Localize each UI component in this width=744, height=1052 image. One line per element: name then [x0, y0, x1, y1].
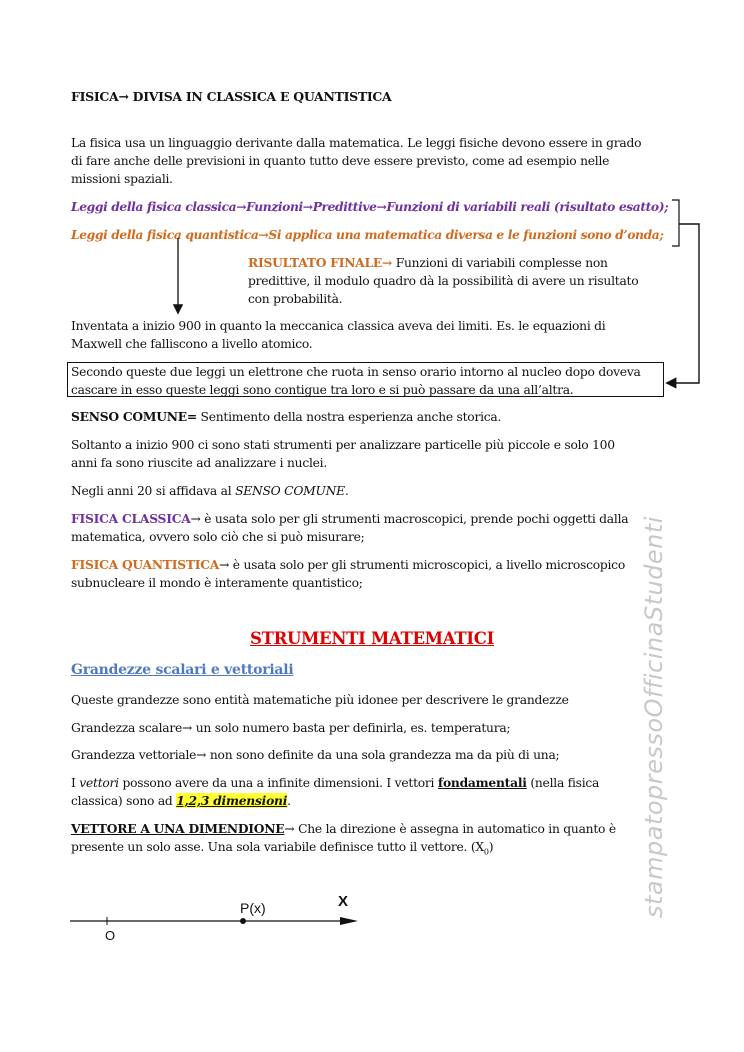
x-axis-arrowhead-icon — [340, 917, 358, 925]
highlighted-dimensions: 1,2,3 dimensioni — [176, 793, 288, 808]
vettore-1d-label: VETTORE A UNA DIMENDIONE — [71, 821, 285, 836]
subsection-title: Grandezze scalari e vettoriali — [71, 662, 294, 678]
subscript-zero: 0 — [483, 847, 489, 857]
soltanto-line-1: Soltanto a inizio 900 ci sono stati strumenti per analizzare particelle più piccole e solo 100 — [71, 438, 615, 452]
vettori-emph: vettori — [79, 776, 119, 790]
vettori-text-2: possono avere da una a infinite dimensioni. I vettori — [118, 776, 438, 790]
fondamentali-emph: fondamentali — [437, 775, 527, 790]
negli-anni-suffix: . — [344, 484, 349, 498]
grandezza-scalare-label: Grandezza scalare — [71, 721, 182, 735]
point-label: P(x) — [240, 900, 266, 916]
fisica-classica-text: → è usata solo per gli strumenti macroscopici, prende pochi oggetti dalla — [190, 512, 629, 526]
x-axis-label: X — [338, 893, 349, 910]
section-title: STRUMENTI MATEMATICI — [250, 629, 494, 648]
intro-line-3: missioni spaziali. — [71, 172, 173, 186]
fisica-classica-line-2: matematica, ovvero solo ciò che si può misurare; — [71, 530, 365, 544]
grandezza-scalare-text: → un solo numero basta per definirla, es. temperatura; — [182, 721, 511, 735]
grandezza-vettoriale-text: → non sono definite da una sola grandezza ma da più di una; — [196, 748, 560, 762]
law-quantum: Leggi della fisica quantistica→Si applica una matematica diversa e le funzioni sono d’onda; — [71, 227, 664, 242]
vettori-text-4: classica) sono ad — [71, 794, 177, 808]
law-classical: Leggi della fisica classica→Funzioni→Predittive→Funzioni di variabili reali (risultato esatto); — [71, 199, 669, 214]
vettori-text-3: (nella fisica — [526, 776, 600, 790]
negli-anni-emph: SENSO COMUNE — [235, 484, 345, 498]
soltanto-line-2: anni fa sono riuscite ad analizzare i nuclei. — [71, 456, 328, 470]
vettore-1d-text-2: presente un solo asse. Una sola variabile definisce tutto il vettore. (X — [71, 840, 484, 854]
vettori-text-5: . — [287, 794, 291, 808]
watermark: stampatopressoOfficinaStudenti — [640, 516, 668, 918]
invented-line-2: Maxwell che falliscono a livello atomico. — [71, 337, 313, 351]
queste-grandezze: Queste grandezze sono entità matematiche più idonee per descrivere le grandezze — [71, 693, 569, 707]
grandezza-vettoriale-label: Grandezza vettoriale — [71, 748, 197, 762]
senso-comune-text: Sentimento della nostra esperienza anche storica. — [196, 410, 502, 424]
negli-anni-prefix: Negli anni 20 si affidava al — [71, 484, 236, 498]
vettore-1d-text: → Che la direzione è assegna in automatico in quanto è — [284, 822, 616, 836]
boxed-line-1: Secondo queste due leggi un elettrone che ruota in senso orario intorno al nucleo dopo doveva — [71, 365, 641, 379]
right-bracket — [672, 200, 679, 246]
bracket-to-box-arrow — [668, 224, 699, 383]
fisica-classica-label: FISICA CLASSICA — [71, 511, 191, 526]
one-dimension-axis-diagram — [70, 893, 358, 943]
arrow-icon: → — [382, 255, 393, 270]
invented-line-1: Inventata a inizio 900 in quanto la meccanica classica aveva dei limiti. Es. le equazioni di — [71, 319, 606, 333]
fisica-quantistica-label: FISICA QUANTISTICA — [71, 557, 220, 572]
result-label: RISULTATO FINALE — [248, 255, 382, 270]
intro-line-1: La fisica usa un linguaggio derivante dalla matematica. Le leggi fisiche devono essere in grado — [71, 136, 642, 150]
result-line-3: con probabilità. — [248, 292, 343, 306]
document-title: FISICA→ DIVISA IN CLASSICA E QUANTISTICA — [71, 89, 392, 104]
intro-line-2: di fare anche delle previsioni in quanto tutto deve essere previsto, come ad esempio nelle — [71, 154, 610, 168]
boxed-line-2: cascare in esso queste leggi sono contigue tra loro e si può passare da una all’altra. — [71, 383, 574, 397]
result-text: Funzioni di variabili complesse non — [392, 256, 608, 270]
origin-label: O — [105, 928, 116, 943]
point-p-marker — [240, 918, 246, 924]
fisica-quantistica-text: → è usata solo per gli strumenti microscopici, a livello microscopico — [219, 558, 625, 572]
vettori-text-1: I — [71, 776, 80, 790]
senso-comune-label: SENSO COMUNE= — [71, 409, 197, 424]
result-line-2: predittive, il modulo quadro dà la possibilità di avere un risultato — [248, 274, 639, 288]
fisica-quantistica-line-2: subnucleare il mondo è interamente quantistico; — [71, 576, 363, 590]
vettore-1d-text-3: ) — [488, 840, 494, 854]
